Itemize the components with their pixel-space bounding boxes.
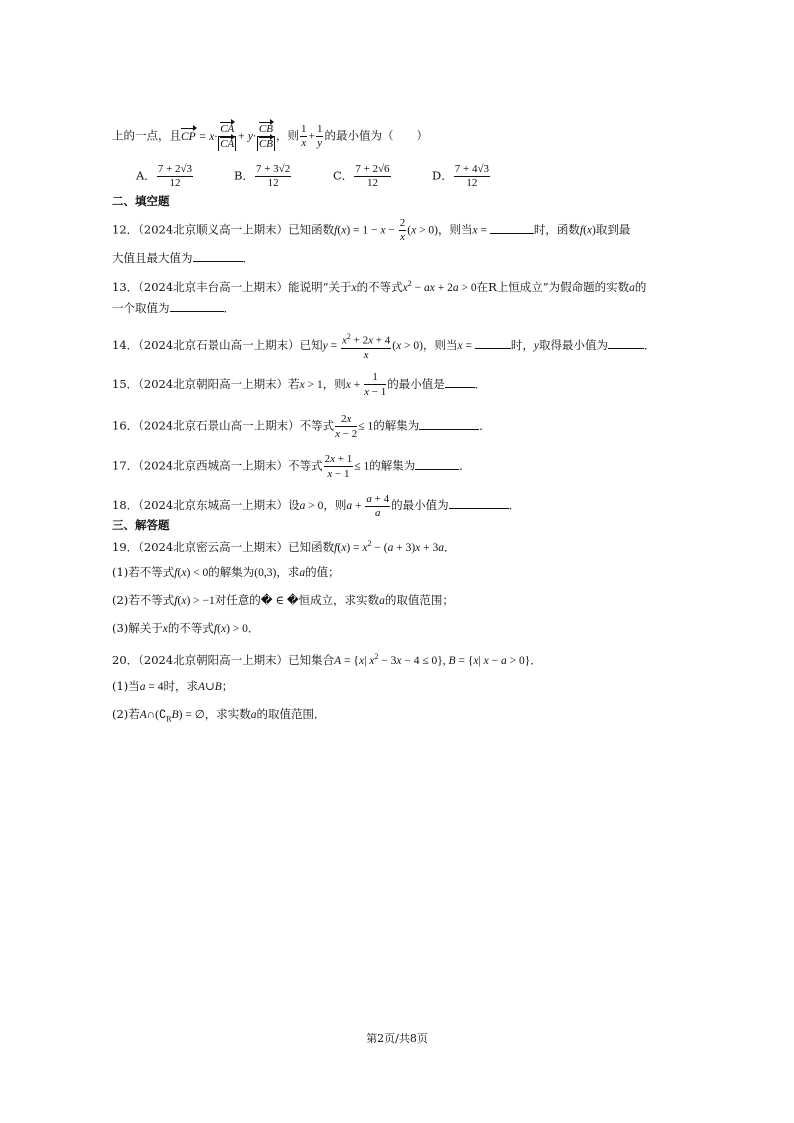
q11-stem: 上的一点，且CP = x· $\frac{CA}{CA}$ + y· $\frac{CB}{CB}$ ，则 $\frac{1}{x}$ + $\frac{1}{y}$ 的最小值为（ ） [112,123,428,150]
q19-part3: (3)解关于x的不等式f(x) > 0． [112,621,260,635]
q19-part2: (2)若不等式f(x) > −1对任意的� ∈ �恒成立，求实数a的取值范围； [112,593,454,607]
q18: 18．（2024北京东城高一上期末）设a > 0，则a + $\frac{a + 4}{a}$ 的最小值为 ． [112,493,521,519]
section-answer: 三、解答题 [112,518,170,532]
q14-blank-1[interactable] [475,337,511,349]
q15: 15．（2024北京朝阳高一上期末）若x > 1，则x + $\frac{1}{x - 1}$ 的最小值是 ． [112,371,487,398]
q19-part1: (1)若不等式f(x) < 0的解集为(0,3)，求a的值； [112,565,340,579]
q11-option-d: D． $\frac{7 + 4√3}{12}$ [432,163,489,189]
q11-text-mid: ，则 [275,128,299,143]
q19: 19．（2024北京密云高一上期末）已知函数$f(x) = x^2 - (a + 3)x + 3a$． [112,539,456,554]
q16: 16．（2024北京石景山高一上期末）不等式 $\frac{2x}{x - 2}$ ≤ 1的解集为 ． [112,413,491,440]
page-footer: 第2页/共8页 [366,1032,428,1045]
q18-blank[interactable] [449,497,509,509]
q14: 14．（2024北京石景山高一上期末）已知y = $\frac{x^2 + 2x + 4}{x}$ (x > 0)，则当x = 时，y取得最小值为 ． [112,332,656,361]
q11-option-b: B． $\frac{7 + 3√2}{12}$ [234,163,291,189]
q11-text-end: 的最小值为（ ） [324,128,428,143]
q16-blank[interactable] [419,418,479,430]
q17-blank[interactable] [415,458,459,470]
q11-option-a: A． $\frac{7 + 2√3}{12}$ [136,163,193,189]
q17: 17．（2024北京西城高一上期末）不等式 $\frac{2x + 1}{x - 1}$ ≤ 1的解集为 ． [112,453,471,480]
q11-option-c: C． $\frac{7 + 2√6}{12}$ [333,163,390,189]
q14-blank-2[interactable] [608,337,644,349]
q20: 20．（2024北京朝阳高一上期末）已知集合A = {x| $x^2 - 3x - 4 \le 0$}, B = {x| x − a > 0}． [112,652,542,667]
q15-blank[interactable] [445,376,475,388]
q13: 13．（2024北京丰台高一上期末）能说明“关于x的不等式$x^2$ − ax + 2a > 0在R上恒成立”为假命题的实数a的 [112,279,647,294]
q12-line2: 大值且最大值为 ． [112,251,254,265]
q11-text-start: 上的一点，且 [112,128,181,143]
q12: 12．（2024北京顺义高一上期末）已知函数f(x) = 1 − x − $\frac{2}{x}$ (x > 0)，则当x = 时，函数f(x)取到最 [112,217,631,243]
q12-blank-1[interactable] [490,222,534,234]
q20-part1: (1)当a = 4时，求A∪B； [112,679,234,693]
q20-part2: (2)若$A\cap(∁_RB)$ = ∅，求实数a的取值范围． [112,707,326,724]
q13-blank[interactable] [170,300,224,312]
q13-line2: 一个取值为 ． [112,301,235,315]
q12-blank-2[interactable] [193,250,243,262]
section-fill-in: 二、填空题 [112,194,170,208]
